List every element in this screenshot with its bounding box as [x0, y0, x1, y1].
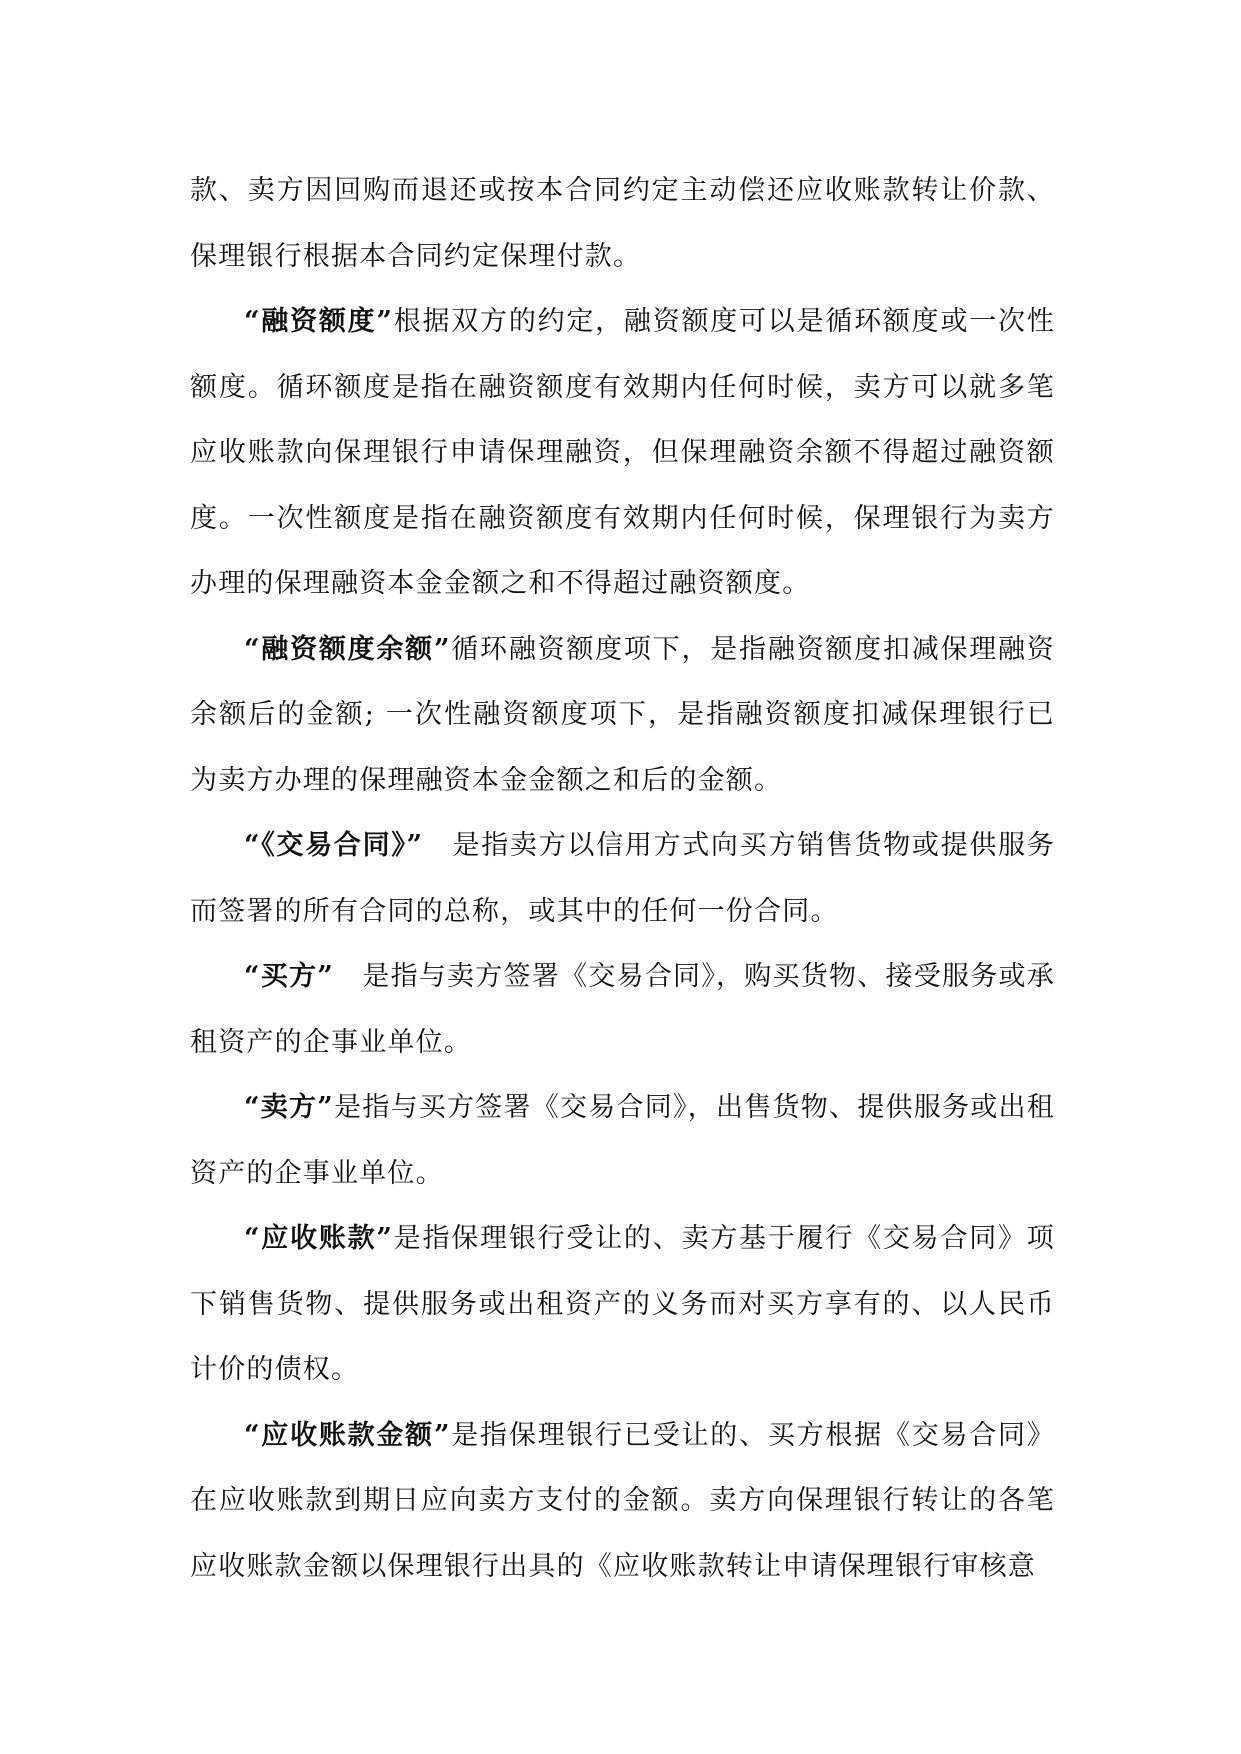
paragraph-text: 款、卖方因回购而退还或按本合同约定主动偿还应收账款转让价款、保理银行根据本合同约定保理付款。 — [190, 175, 1055, 272]
paragraph-continued — [190, 158, 1055, 289]
term-label: “融资额度余额” — [244, 633, 451, 665]
definition-receivables-amount — [190, 1403, 1055, 1600]
definition-text: 是指与买方签署《交易合同》，出售货物、提供服务或出租资产的企事业单位。 — [190, 1092, 1055, 1189]
definition-text: 是指保理银行已受让的、买方根据《交易合同》在应收账款到期日应向卖方支付的金额。卖方向保理银行转让的各笔应收账款金额以保理银行出具的《应收账款转让申请保理银行审核意 — [190, 1419, 1055, 1582]
term-label: “《交易合同》” — [244, 830, 424, 861]
term-label: “应收账款金额” — [244, 1419, 451, 1451]
definition-text: 是指卖方以信用方式向买方销售货物或提供服务而签署的所有合同的总称，或其中的任何一份合同。 — [190, 830, 1055, 927]
definition-text: 循环融资额度项下，是指融资额度扣减保理融资余额后的金额; 一次性融资额度项下，是指融资额度扣减保理银行已为卖方办理的保理融资本金金额之和后的金额。 — [190, 633, 1055, 796]
document-body — [190, 158, 1055, 1599]
definition-text: 是指保理银行受让的、卖方基于履行《交易合同》项下销售货物、提供服务或出租资产的义务而对买方享有的、以人民币计价的债权。 — [190, 1223, 1055, 1385]
term-label: “应收账款” — [244, 1223, 394, 1254]
definition-transaction-contract — [190, 813, 1055, 944]
term-label: “买方” — [244, 961, 335, 992]
definition-buyer — [190, 944, 1055, 1075]
term-label: “卖方” — [244, 1092, 335, 1123]
definition-financing-limit-balance — [190, 617, 1055, 814]
definition-text: 根据双方的约定，融资额度可以是循环额度或一次性额度。循环额度是指在融资额度有效期内任何时候，卖方可以就多笔应收账款向保理银行申请保理融资，但保理融资余额不得超过融资额度。一次性额度是指在融资额度有效期内任何时候，保理银行为卖方办理的保理融资本金金额之和不得超过融资额度。 — [190, 306, 1055, 599]
definition-seller — [190, 1075, 1055, 1206]
definition-text: 是指与卖方签署《交易合同》，购买货物、接受服务或承租资产的企事业单位。 — [190, 961, 1055, 1058]
definition-financing-limit — [190, 289, 1055, 617]
term-label: “融资额度” — [244, 306, 394, 337]
definition-receivables — [190, 1206, 1055, 1403]
